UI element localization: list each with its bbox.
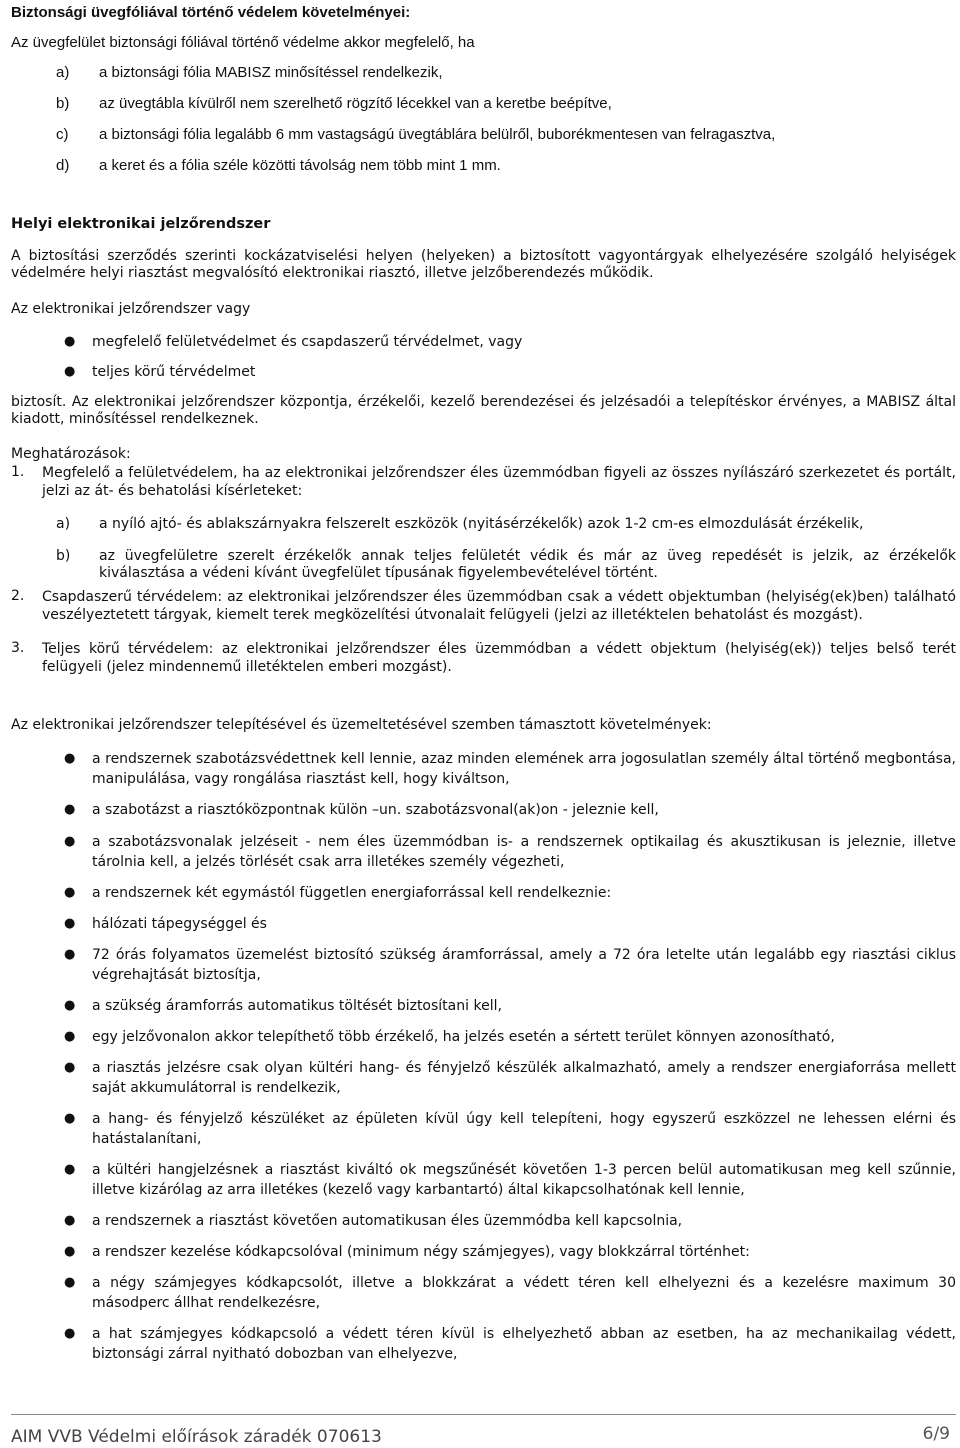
bullet-text: egy jelzővonalon akkor telepíthető több érzékelő, ha jelzés esetén a sértett terület könnyen azonosítható, — [92, 1029, 835, 1045]
bullet-icon: ● — [64, 1162, 76, 1177]
bullet-text: teljes körű térvédelmet — [92, 364, 256, 380]
definition-text: Csapdaszerű térvédelem: az elektronikai jelzőrendszer éles üzemmódban csak a védett objektumban (helyiség(ek)ben) található veszélyeztetett tárgyak, kiemelt terek megközelítési útvonalait felügyeli (jelzi az illetéktelen behatolást és mozgást). — [42, 589, 956, 623]
paragraph: A biztosítási szerződés szerinti kockázatviselési helyen (helyeken) a biztosított vagyontárgyak elhelyezésére szolgáló helyiségek védelmére helyi riasztást megvalósító elektronikai riasztó, illetve jelzőberendezés működik. — [11, 248, 956, 281]
bullet-text: a szabotázst a riasztóközpontnak külön –un. szabotázsvonal(ak)on - jeleznie kell, — [92, 802, 659, 818]
section-title-glass-film: Biztonsági üvegfóliával történő védelem követelményei: — [11, 4, 411, 21]
bullet-text: 72 órás folyamatos üzemelést biztosító szükség áramforrással, amely a 72 óra letelte után legalább egy riasztási ciklus végrehajtását biztosítja, — [92, 947, 956, 983]
bullet-icon: ● — [64, 1029, 76, 1044]
bullet-text: megfelelő felületvédelmet és csapdaszerű térvédelmet, vagy — [92, 334, 523, 350]
definition-text: Megfelelő a felületvédelem, ha az elektronikai jelzőrendszer éles üzemmódban figyeli az összes nyílászáró szerkezetet és portált, jelzi az át- és behatolási kísérleteket: — [42, 465, 956, 499]
list-text: a keret és a fólia széle közötti távolság nem több mint 1 mm. — [99, 157, 501, 174]
definitions-title: Meghatározások: — [11, 446, 131, 462]
footer-page-number: 6/9 — [922, 1424, 950, 1444]
bullet-text: a rendszernek a riasztást követően automatikusan éles üzemmódba kell kapcsolnia, — [92, 1213, 683, 1229]
bullet-text: a rendszernek két egymástól független energiaforrással kell rendelkeznie: — [92, 885, 612, 901]
sub-label: a) — [56, 516, 71, 532]
bullet-text: a szükség áramforrás automatikus töltését biztosítani kell, — [92, 998, 502, 1014]
definition-number: 1. — [11, 464, 25, 480]
bullet-text: a rendszernek szabotázsvédettnek kell lennie, azaz minden elemének arra jogosulatlan személy által történő megbontása, manipulálása, vagy rongálása riasztást kell, hogy kiváltson, — [92, 751, 956, 787]
bullet-icon: ● — [64, 834, 76, 849]
list-label: d) — [56, 157, 70, 174]
requirements-intro: Az elektronikai jelzőrendszer telepítésével és üzemeltetésével szemben támasztott követelmények: — [11, 717, 712, 733]
sub-text: a nyíló ajtó- és ablakszárnyakra felszerelt eszközök (nyitásérzékelők) azok 1-2 cm-es elmozdulását érzékelik, — [99, 516, 864, 532]
bullet-icon: ● — [64, 364, 76, 379]
paragraph: Az elektronikai jelzőrendszer vagy — [11, 301, 251, 317]
footer-divider — [11, 1414, 956, 1415]
section-title-alarm-system: Helyi elektronikai jelzőrendszer — [11, 216, 271, 232]
bullet-text: a riasztás jelzésre csak olyan kültéri hang- és fényjelző készülék alkalmazható, amely a rendszer energiaforrása mellett saját akkumulátorral is rendelkezik, — [92, 1060, 956, 1096]
bullet-icon: ● — [64, 916, 76, 931]
footer-document-name: AIM VVB Védelmi előírások záradék 070613 — [11, 1427, 382, 1447]
list-label: a) — [56, 64, 70, 81]
bullet-text: hálózati tápegységgel és — [92, 916, 267, 932]
bullet-text: a négy számjegyes kódkapcsolót, illetve a blokkzárat a védett téren kell elhelyezni és a kezelésre maximum 30 másodperc állhat rendelkezésre, — [92, 1275, 956, 1311]
bullet-icon: ● — [64, 1060, 76, 1075]
list-label: b) — [56, 95, 70, 112]
bullet-icon: ● — [64, 334, 76, 349]
bullet-text: a rendszer kezelése kódkapcsolóval (minimum négy számjegyes), vagy blokkzárral történhet: — [92, 1244, 750, 1260]
bullet-icon: ● — [64, 751, 76, 766]
bullet-icon: ● — [64, 998, 76, 1013]
bullet-icon: ● — [64, 1244, 76, 1259]
bullet-icon: ● — [64, 1275, 76, 1290]
section-intro: Az üvegfelület biztonsági fóliával történő védelme akkor megfelelő, ha — [11, 34, 475, 51]
definition-text: Teljes körű térvédelem: az elektronikai jelzőrendszer éles üzemmódban a védett objektum (helyiség(ek)) teljes belső terét felügyeli (jelez mindennemű illetéktelen emberi mozgást). — [42, 641, 956, 675]
bullet-text: a kültéri hangjelzésnek a riasztást kiváltó ok megszűnését követően 1-3 percen belül automatikusan meg kell szűnnie, illetve kizárólag az arra illetékes (kezelő vagy karbantartó) által kikapcsolhatónak kell lennie, — [92, 1162, 956, 1198]
bullet-text: a hang- és fényjelző készüléket az épületen kívül úgy kell telepíteni, hogy egyszerű eszközzel ne lehessen elérni és hatástalanítani, — [92, 1111, 956, 1147]
definition-number: 3. — [11, 640, 25, 656]
sub-label: b) — [56, 548, 71, 564]
bullet-icon: ● — [64, 802, 76, 817]
sub-text: az üvegfelületre szerelt érzékelők annak teljes felületét védik és már az üveg repedését is jelzik, az érzékelők kiválasztása a védeni kívánt üvegfelület típusának figyelembevételével történt. — [99, 548, 956, 581]
bullet-text: a hat számjegyes kódkapcsoló a védett téren kívül is elhelyezhető abban az esetben, ha az mechanikailag védett, biztonsági zárral nyitható dobozban van elhelyezve, — [92, 1326, 956, 1362]
list-label: c) — [56, 126, 69, 143]
list-text: az üvegtábla kívülről nem szerelhető rögzítő lécekkel van a keretbe beépítve, — [99, 95, 612, 112]
bullet-icon: ● — [64, 1326, 76, 1341]
bullet-icon: ● — [64, 947, 76, 962]
bullet-icon: ● — [64, 885, 76, 900]
bullet-icon: ● — [64, 1111, 76, 1126]
bullet-icon: ● — [64, 1213, 76, 1228]
list-text: a biztonsági fólia MABISZ minősítéssel rendelkezik, — [99, 64, 443, 81]
paragraph: biztosít. Az elektronikai jelzőrendszer központja, érzékelői, kezelő berendezései és jelzésadói a telepítéskor érvényes, a MABISZ által kiadott, minősítéssel rendelkeznek. — [11, 394, 956, 427]
list-text: a biztonsági fólia legalább 6 mm vastagságú üvegtáblára belülről, buborékmentesen van felragasztva, — [99, 126, 776, 143]
bullet-text: a szabotázsvonalak jelzéseit - nem éles üzemmódban is- a rendszernek optikailag és akusztikusan is jeleznie, illetve tárolnia kell, a jelzés törlését csak arra illetékes személy végezheti, — [92, 834, 956, 870]
definition-number: 2. — [11, 588, 25, 604]
